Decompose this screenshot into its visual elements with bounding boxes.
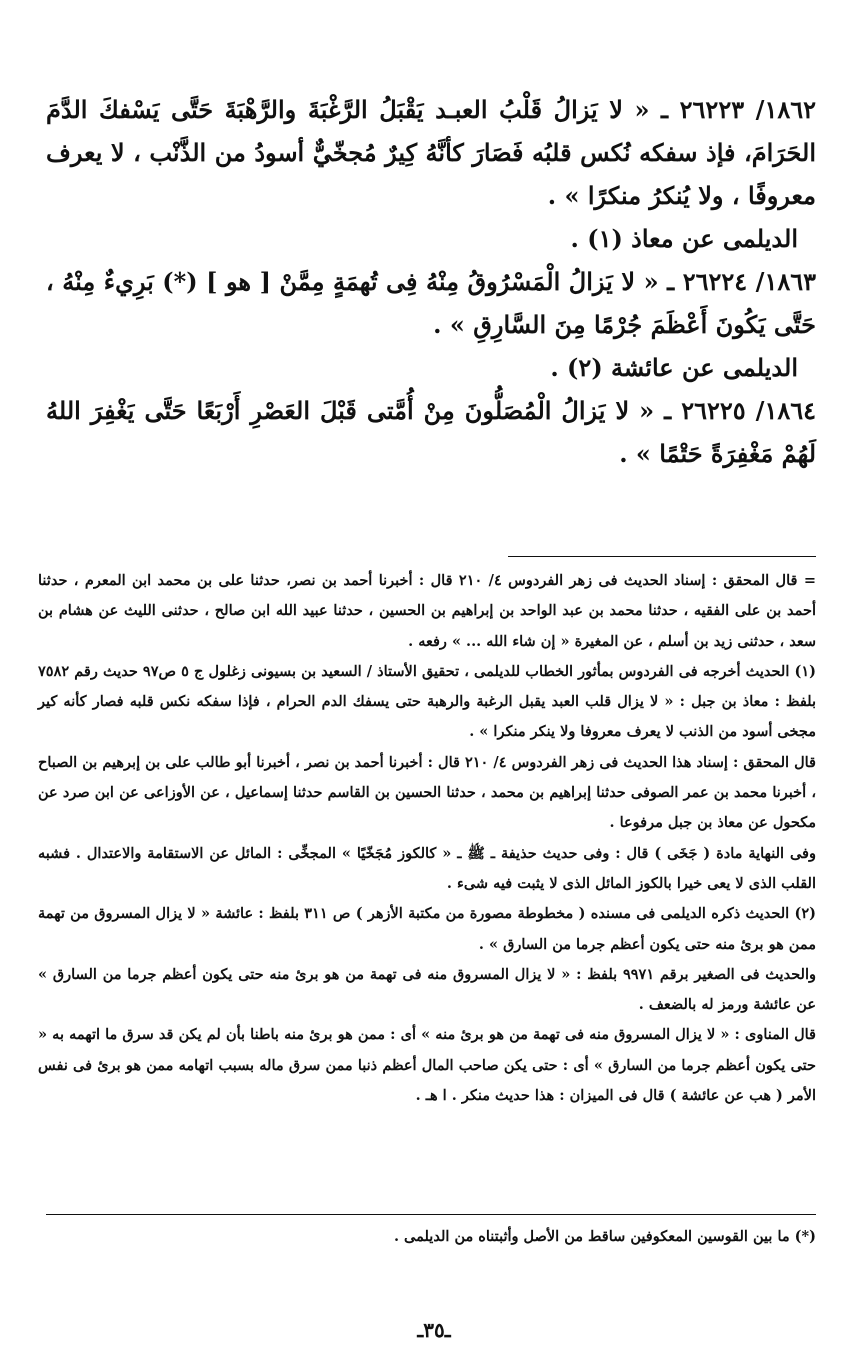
hadith-1862: ١٨٦٢/ ٢٦٢٢٣ ـ « لا يَزالُ قَلْبُ العبـد يَقْبَلُ الرَّغْبَةَ والرَّهْبَةَ حَتَّى يَسْفكَ الدَّمَ الحَرَامَ، فإذ سفكه نُكس قلبُه فَصَارَ كأنَّهُ كِيرٌ مُجخّيٌّ أسودُ من الذَّنْب ، لا يعرف معروفًا ، ولا يُنكرُ منكرًا » . (46, 95, 816, 210)
footnote-divider (508, 556, 816, 557)
hadith-1862-source: الديلمى عن معاذ (١) . (570, 224, 798, 253)
footnote-2-munawi: قال المناوى : « لا يزال المسروق منه فى تهمة من هو برئ منه » أى : ممن هو برئ منه باطنا بأن لم يكن قد سرق ما اتهمه به « حتى يكون أعظم جرما من السارق » أى : حتى يكن صاحب المال أعظم ذنبا ممن سرق ماله بسبب اتهامه ممن هو برئ فى نفس الأمر ( هب عن عائشة ) قال فى الميزان : هذا حديث منكر . ا هـ . (38, 1026, 816, 1105)
hadith-1863: ١٨٦٣/ ٢٦٢٢٤ ـ « لا يَزالُ الْمَسْرُوقُ مِنْهُ فِى تُهمَةٍ مِمَّنْ [ هو ] (*) بَرِيءٌ مِنْهُ ، حَتَّى يَكُونَ أَعْظَمَ جُرْمًا مِنَ السَّارِقِ » . (46, 267, 817, 339)
footnote-2-saghir: والحديث فى الصغير برقم ٩٩٧١ بلفظ : « لا يزال المسروق منه فى تهمة من هو برئ منه حتى يكون أعظم جرما من السارق » عن عائشة ورمز له بالضعف . (38, 965, 816, 1014)
footnote-continuation: = قال المحقق : إسناد الحديث فى زهر الفردوس ٤/ ٢١٠ قال : أخبرنا أحمد بن نصر، حدثنا على بن محمد ابن المعرم ، حدثنا أحمد بن على الفقيه ، حدثنا محمد بن عبد الواحد بن إبراهيم بن الحسين ، حدثنا عبيد الله ابن صالح ، حدثنى الليث عن هشام بن سعد ، حدثنى زيد بن أسلم ، عن المغيرة « إن شاء الله ... » رفعه . (38, 572, 816, 650)
hadith-1863-source: الديلمى عن عائشة (٢) . (550, 353, 798, 382)
hadith-1864: ١٨٦٤/ ٢٦٢٢٥ ـ « لا يَزالُ الْمُصَلُّونَ مِنْ أُمَّتى قَبْلَ العَصْرِ أَرْبَعًا حَتَّى يَغْفِرَ اللهُ لَهُمْ مَغْفِرَةً حَتْمًا » . (46, 396, 817, 468)
star-note-divider (46, 1214, 816, 1215)
footnote-1-nihaya: وفى النهاية مادة ( جَخَى ) قال : وفى حديث حذيفة ـ ﷺ ـ « كالكوز مُجَخّيًا » المجخِّى : المائل عن الاستقامة والاعتدال . فشبه القلب الذى لا يعى خيرا بالكوز المائل الذى لا يثبت فيه شىء . (38, 844, 816, 892)
footnote-1: (١) الحديث أخرجه فى الفردوس بمأثور الخطاب للديلمى ، تحقيق الأستاذ / السعيد بن بسيونى زغلول ج ٥ ص٩٧ حديث رقم ٧٥٨٢ بلفظ : معاذ بن جبل : « لا يزال قلب العبد يقبل الرغبة والرهبة حتى يسفك الدم الحرام ، فإذا سفكه نكس قلبه فصار كأنه كير مجخى أسود من الذنب لا يعرف معروفا ولا ينكر منكرا » . (38, 662, 816, 741)
footnote-1-isnad: قال المحقق : إسناد هذا الحديث فى زهر الفردوس ٤/ ٢١٠ قال : أخبرنا أحمد بن نصر ، أخبرنا أبو طالب على بن إبرهيم بن الصباح ، أخبرنا محمد بن عمر الصوفى حدثنا إبراهيم بن محمد ، حدثنا الحسين بن القاسم حدثنا إسماعيل ، عن الأوزاعى عن ابن صرد عن مكحول عن معاذ بن جبل مرفوعا . (38, 753, 816, 832)
hadith-section (46, 88, 816, 475)
footnote-2: (٢) الحديث ذكره الديلمى فى مسنده ( مخطوطة مصورة من مكتبة الأزهر ) ص ٣١١ بلفظ : عائشة « لا يزال المسروق من تهمة ممن هو برئ منه حتى يكون أعظم جرما من السارق » . (38, 905, 816, 953)
star-note: (*) ما بين القوسين المعكوفين ساقط من الأصل وأثبتناه من الديلمى . (393, 1228, 816, 1245)
footnotes (38, 566, 816, 1111)
page-number: ـ٣٥ـ (417, 1318, 451, 1342)
